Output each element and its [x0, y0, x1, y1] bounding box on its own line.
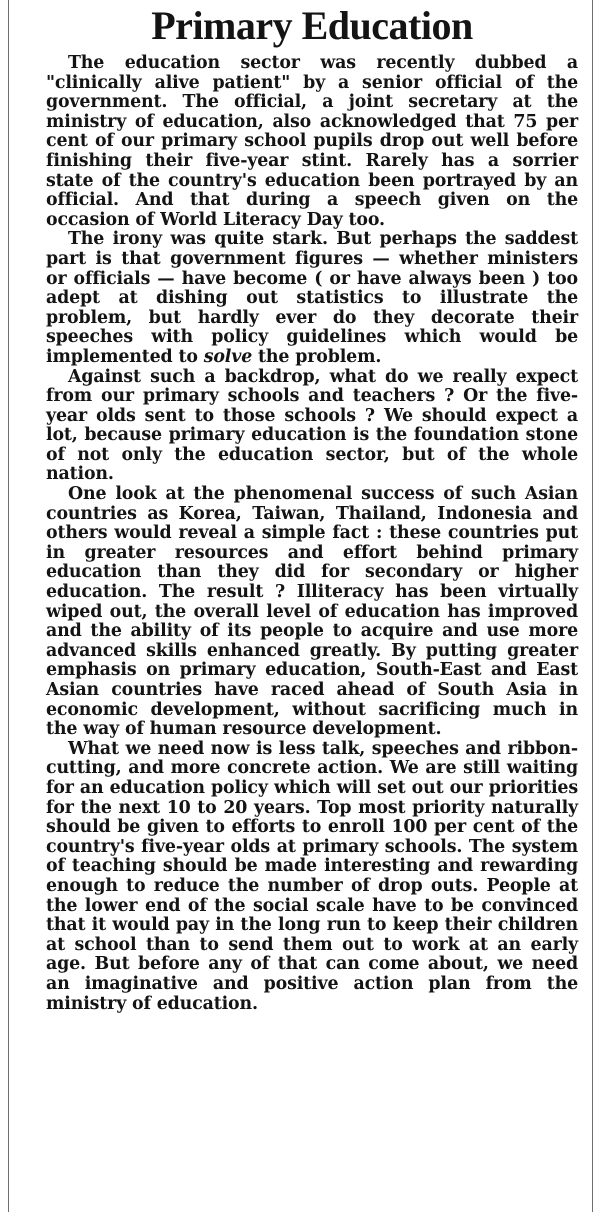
article-paragraph-5: What we need now is less talk, speeches and ribbon-cutting, and more concrete action. We are still waiting for an education policy which will set out our priorities for the next 10 to 20 years. Top most priority naturally should be given to efforts to enroll 100 per cent of the country's five-year olds at primary schools. The system of teaching should be made interesting and rewarding enough to reduce the number of drop outs. People at the lower end of the social scale have to be convinced that it would pay in the long run to keep their children at school than to send them out to work at an early age. But before any of that can come about, we need an imaginative and positive action plan from the ministry of education.: [46, 738, 578, 1014]
newspaper-article: [8, 0, 593, 1212]
article-paragraph-4: One look at the phenomenal success of such Asian countries as Korea, Taiwan, Thailand, Indonesia and others would reveal a simple fact : these countries put in greater resources and effort behind primary education than they did for secondary or higher education. The result ? Illiteracy has been virtually wiped out, the overall level of education has improved and the ability of its people to acquire and use more advanced skills enhanced greatly. By putting greater emphasis on primary education, South-East and East Asian countries have raced ahead of South Asia in economic development, without sacrificing much in the way of human resource development.: [46, 484, 578, 740]
article-paragraph-3: Against such a backdrop, what do we really expect from our primary schools and teachers ? Or the five-year olds sent to those schools ? We should expect a lot, because primary education is the foundation stone of not only the education sector, but of the whole nation.: [46, 366, 578, 485]
article-paragraph-2: The irony was quite stark. But perhaps the saddest part is that government figures — whether ministers or officials — have become ( or have always been ) too adept at dishing out statistics to illustrate the problem, but hardly ever do they decorate their speeches with policy guidelines which would be implemented to solve the problem.: [46, 229, 578, 367]
article-headline: Primary Education: [151, 3, 473, 48]
article-paragraph-1: The education sector was recently dubbed a "clinically alive patient" by a senior official of the government. The official, a joint secretary at the ministry of education, also acknowledged that 75 per cent of our primary school pupils drop out well before finishing their five-year stint. Rarely has a sorrier state of the country's education been portrayed by an official. And that during a speech given on the occasion of World Literacy Day too.: [46, 53, 578, 230]
emphasized-word: solve: [203, 346, 253, 367]
